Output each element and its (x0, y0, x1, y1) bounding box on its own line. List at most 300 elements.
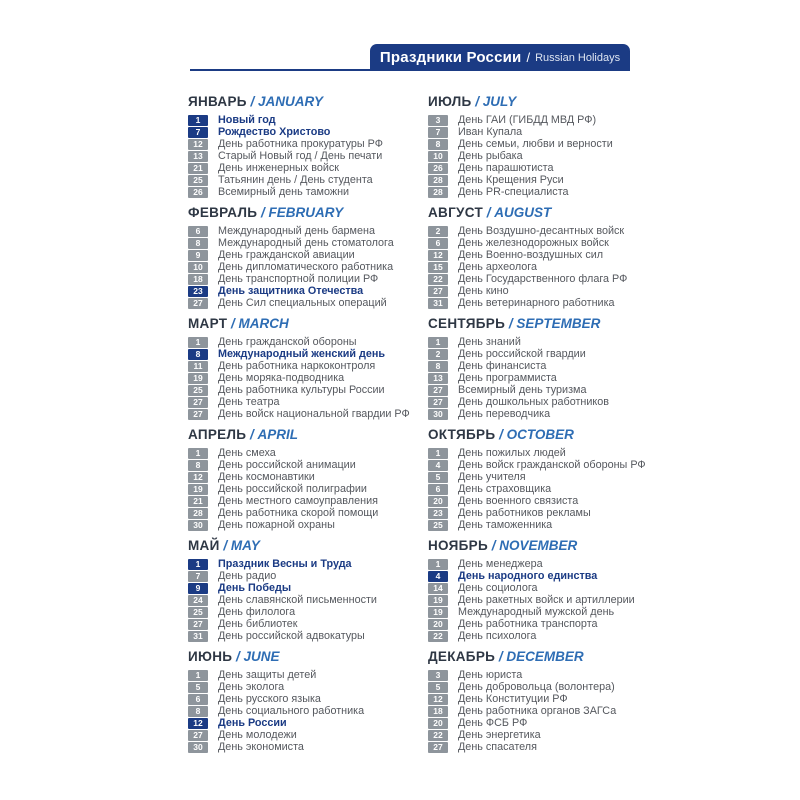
holiday-row (188, 237, 428, 249)
holiday-title: Рождество Христово (218, 126, 331, 138)
holiday-row (188, 114, 428, 126)
day-badge: 20 (428, 718, 448, 729)
holiday-title: День работника транспорта (458, 618, 598, 630)
month-section-january (188, 95, 428, 198)
month-name-en: / APRIL (246, 427, 299, 442)
month-heading (428, 95, 668, 109)
holiday-row (428, 249, 668, 261)
month-section-september (428, 317, 668, 420)
holiday-row (188, 408, 428, 420)
day-badge: 30 (188, 742, 208, 753)
day-badge: 8 (428, 139, 448, 150)
holiday-row (188, 558, 428, 570)
day-badge: 12 (188, 718, 208, 729)
month-heading (188, 539, 428, 553)
holiday-row (188, 396, 428, 408)
month-name-ru: МАРТ (188, 316, 228, 331)
day-badge: 25 (188, 175, 208, 186)
month-heading (188, 428, 428, 442)
holiday-row (428, 174, 668, 186)
holiday-row (188, 570, 428, 582)
holiday-title: День финансиста (458, 360, 547, 372)
holiday-title: День российской адвокатуры (218, 630, 365, 642)
holiday-title: День работника наркоконтроля (218, 360, 376, 372)
holiday-row (428, 618, 668, 630)
holiday-row (188, 336, 428, 348)
holiday-title: День рыбака (458, 150, 523, 162)
day-badge: 27 (188, 298, 208, 309)
day-badge: 1 (428, 559, 448, 570)
holiday-title: День учителя (458, 471, 526, 483)
holiday-row (188, 669, 428, 681)
holiday-title: День гражданской авиации (218, 249, 355, 261)
holiday-row (188, 225, 428, 237)
month-name-ru: СЕНТЯБРЬ (428, 316, 506, 331)
holiday-row (188, 384, 428, 396)
holiday-row (428, 285, 668, 297)
month-name-ru: ЯНВАРЬ (188, 94, 247, 109)
holiday-title: День переводчика (458, 408, 551, 420)
month-name-en: / SEPTEMBER (505, 316, 601, 331)
holiday-title: Международный мужской день (458, 606, 615, 618)
month-section-april (188, 428, 428, 531)
day-badge: 12 (428, 250, 448, 261)
day-badge: 31 (428, 298, 448, 309)
holiday-title: День знаний (458, 336, 521, 348)
holiday-row (188, 138, 428, 150)
month-heading (428, 206, 668, 220)
day-badge: 22 (428, 631, 448, 642)
holiday-row (428, 570, 668, 582)
holiday-row (188, 360, 428, 372)
holiday-title: День смеха (218, 447, 276, 459)
day-badge: 19 (428, 595, 448, 606)
day-badge: 2 (428, 226, 448, 237)
day-badge: 11 (188, 361, 208, 372)
month-name-en: / FEBRUARY (257, 205, 344, 220)
holiday-row (428, 447, 668, 459)
holiday-title: День библиотек (218, 618, 298, 630)
month-section-december (428, 650, 668, 753)
day-badge: 4 (428, 460, 448, 471)
day-badge: 21 (188, 163, 208, 174)
day-badge: 25 (188, 385, 208, 396)
holiday-row (428, 729, 668, 741)
month-heading (188, 206, 428, 220)
holiday-title: День радио (218, 570, 277, 582)
holiday-title: День молодежи (218, 729, 297, 741)
holiday-row (428, 582, 668, 594)
day-badge: 5 (428, 472, 448, 483)
month-name-ru: ОКТЯБРЬ (428, 427, 496, 442)
holiday-title: День ракетных войск и артиллерии (458, 594, 635, 606)
day-badge: 1 (188, 559, 208, 570)
day-badge: 8 (188, 349, 208, 360)
holiday-row (428, 261, 668, 273)
page-title-en: Russian Holidays (535, 51, 621, 64)
month-section-march (188, 317, 428, 420)
holiday-title: День программиста (458, 372, 557, 384)
holiday-title: День PR-специалиста (458, 186, 569, 198)
day-badge: 19 (188, 373, 208, 384)
holiday-title: День России (218, 717, 287, 729)
holiday-row (428, 519, 668, 531)
holiday-title: День археолога (458, 261, 537, 273)
holiday-row (188, 150, 428, 162)
holiday-row (188, 693, 428, 705)
day-badge: 26 (188, 187, 208, 198)
holiday-title: День социального работника (218, 705, 365, 717)
holiday-row (428, 297, 668, 309)
month-heading (428, 428, 668, 442)
day-badge: 9 (188, 583, 208, 594)
day-badge: 8 (188, 460, 208, 471)
day-badge: 7 (428, 127, 448, 138)
holiday-row (428, 495, 668, 507)
column-right (428, 95, 668, 761)
holiday-title: День славянской письменности (218, 594, 377, 606)
holiday-row (188, 174, 428, 186)
day-badge: 27 (428, 397, 448, 408)
holiday-title: День энергетика (458, 729, 541, 741)
month-section-august (428, 206, 668, 309)
month-name-ru: АПРЕЛЬ (188, 427, 247, 442)
holiday-row (188, 285, 428, 297)
day-badge: 10 (428, 151, 448, 162)
holiday-row (428, 594, 668, 606)
holiday-title: Старый Новый год / День печати (218, 150, 383, 162)
day-badge: 12 (428, 694, 448, 705)
holiday-title: День ФСБ РФ (458, 717, 528, 729)
holiday-title: День менеджера (458, 558, 543, 570)
day-badge: 22 (428, 730, 448, 741)
day-badge: 26 (428, 163, 448, 174)
month-section-february (188, 206, 428, 309)
holiday-row (428, 273, 668, 285)
month-name-ru: АВГУСТ (428, 205, 484, 220)
holiday-row (428, 336, 668, 348)
holiday-title: День филолога (218, 606, 296, 618)
holiday-title: День экономиста (218, 741, 304, 753)
day-badge: 9 (188, 250, 208, 261)
day-badge: 12 (188, 472, 208, 483)
holiday-title: Международный женский день (218, 348, 386, 360)
day-badge: 3 (428, 115, 448, 126)
day-badge: 19 (428, 607, 448, 618)
holiday-title: День Воздушно-десантных войск (458, 225, 625, 237)
page-title-banner (370, 44, 630, 71)
holiday-title: День работника культуры России (218, 384, 385, 396)
holiday-row (188, 372, 428, 384)
holiday-row (428, 162, 668, 174)
holiday-row (428, 693, 668, 705)
day-badge: 30 (188, 520, 208, 531)
holiday-row (188, 249, 428, 261)
holiday-title: Новый год (218, 114, 276, 126)
month-name-en: / MAY (219, 538, 260, 553)
holiday-title: День работника органов ЗАГСа (458, 705, 617, 717)
holiday-title: День работника скорой помощи (218, 507, 379, 519)
day-badge: 8 (188, 238, 208, 249)
day-badge: 27 (428, 286, 448, 297)
day-badge: 6 (428, 238, 448, 249)
holiday-title: День моряка-подводника (218, 372, 345, 384)
month-name-ru: ИЮЛЬ (428, 94, 472, 109)
day-badge: 21 (188, 496, 208, 507)
holiday-row (188, 630, 428, 642)
day-badge: 12 (188, 139, 208, 150)
month-heading (428, 317, 668, 331)
holiday-title: Международный день бармена (218, 225, 375, 237)
day-badge: 20 (428, 496, 448, 507)
holiday-row (188, 348, 428, 360)
holiday-row (428, 483, 668, 495)
holiday-title: День парашютиста (458, 162, 554, 174)
day-badge: 25 (428, 520, 448, 531)
day-badge: 23 (188, 286, 208, 297)
day-badge: 28 (188, 508, 208, 519)
holiday-row (428, 681, 668, 693)
holiday-row (428, 237, 668, 249)
holiday-row (428, 114, 668, 126)
holiday-row (428, 606, 668, 618)
holiday-row (188, 594, 428, 606)
calendar-content (188, 95, 668, 761)
holiday-row (188, 459, 428, 471)
holiday-title: День Конституции РФ (458, 693, 568, 705)
holiday-row (188, 741, 428, 753)
holiday-title: День Государственного флага РФ (458, 273, 628, 285)
day-badge: 6 (428, 484, 448, 495)
day-badge: 2 (428, 349, 448, 360)
holiday-row (428, 138, 668, 150)
holiday-title: День железнодорожных войск (458, 237, 609, 249)
day-badge: 7 (188, 127, 208, 138)
page-title-slash: / (526, 50, 531, 65)
holiday-row (428, 384, 668, 396)
holiday-title: День защиты детей (218, 669, 317, 681)
column-left (188, 95, 428, 761)
day-badge: 27 (428, 385, 448, 396)
holiday-title: Международный день стоматолога (218, 237, 394, 249)
day-badge: 27 (188, 409, 208, 420)
day-badge: 7 (188, 571, 208, 582)
holiday-title: День военного связиста (458, 495, 579, 507)
holiday-title: День дипломатического работника (218, 261, 394, 273)
day-badge: 31 (188, 631, 208, 642)
month-heading (188, 95, 428, 109)
holiday-title: Всемирный день туризма (458, 384, 587, 396)
day-badge: 5 (428, 682, 448, 693)
holiday-row (428, 348, 668, 360)
holiday-row (428, 717, 668, 729)
holiday-row (428, 186, 668, 198)
page-title-ru: Праздники России (379, 49, 522, 66)
day-badge: 28 (428, 187, 448, 198)
holiday-row (428, 741, 668, 753)
holiday-title: День кино (458, 285, 509, 297)
holiday-title: День Военно-воздушных сил (458, 249, 604, 261)
holiday-row (188, 705, 428, 717)
day-badge: 13 (428, 373, 448, 384)
day-badge: 1 (188, 115, 208, 126)
day-badge: 23 (428, 508, 448, 519)
holiday-title: День защитника Отечества (218, 285, 364, 297)
holiday-title: Татьянин день / День студента (218, 174, 373, 186)
holiday-title: День семьи, любви и верности (458, 138, 613, 150)
month-name-en: / NOVEMBER (488, 538, 578, 553)
holiday-row (188, 126, 428, 138)
holiday-title: Иван Купала (458, 126, 523, 138)
month-section-june (188, 650, 428, 753)
day-badge: 19 (188, 484, 208, 495)
day-badge: 8 (188, 706, 208, 717)
month-name-ru: НОЯБРЬ (428, 538, 488, 553)
holiday-title: День пожарной охраны (218, 519, 335, 531)
holiday-row (188, 582, 428, 594)
holiday-title: День российской гвардии (458, 348, 586, 360)
holiday-row (188, 519, 428, 531)
holiday-row (188, 162, 428, 174)
holiday-title: День русского языка (218, 693, 321, 705)
day-badge: 10 (188, 262, 208, 273)
holiday-title: День войск национальной гвардии РФ (218, 408, 410, 420)
day-badge: 28 (428, 175, 448, 186)
day-badge: 8 (428, 361, 448, 372)
holiday-row (188, 447, 428, 459)
holiday-row (188, 681, 428, 693)
day-badge: 15 (428, 262, 448, 273)
day-badge: 18 (188, 274, 208, 285)
holiday-title: День юриста (458, 669, 523, 681)
holiday-title: День космонавтики (218, 471, 315, 483)
holiday-title: День спасателя (458, 741, 537, 753)
month-heading (428, 650, 668, 664)
holiday-row (428, 459, 668, 471)
holiday-title: День ветеринарного работника (458, 297, 615, 309)
holiday-title: День психолога (458, 630, 537, 642)
holiday-title: День работников рекламы (458, 507, 591, 519)
day-badge: 4 (428, 571, 448, 582)
month-name-ru: МАЙ (188, 538, 220, 553)
holiday-row (428, 372, 668, 384)
day-badge: 1 (428, 448, 448, 459)
day-badge: 20 (428, 619, 448, 630)
holiday-row (188, 261, 428, 273)
month-name-ru: ФЕВРАЛЬ (188, 205, 258, 220)
holiday-row (428, 558, 668, 570)
month-name-ru: ДЕКАБРЬ (428, 649, 496, 664)
month-section-july (428, 95, 668, 198)
month-name-en: / JUNE (232, 649, 280, 664)
day-badge: 27 (188, 397, 208, 408)
day-badge: 27 (188, 619, 208, 630)
holiday-title: День дошкольных работников (458, 396, 610, 408)
holiday-row (188, 186, 428, 198)
holiday-row (188, 606, 428, 618)
holiday-title: День добровольца (волонтера) (458, 681, 615, 693)
month-name-en: / JANUARY (246, 94, 324, 109)
holiday-title: День социолога (458, 582, 538, 594)
day-badge: 25 (188, 607, 208, 618)
day-badge: 18 (428, 706, 448, 717)
holiday-title: День Сил специальных операций (218, 297, 387, 309)
holiday-title: День ГАИ (ГИБДД МВД РФ) (458, 114, 597, 126)
holiday-title: День гражданской обороны (218, 336, 357, 348)
holiday-title: День таможенника (458, 519, 553, 531)
holiday-row (188, 495, 428, 507)
day-badge: 3 (428, 670, 448, 681)
holiday-title: День Крещения Руси (458, 174, 564, 186)
holiday-row (188, 729, 428, 741)
holiday-title: День страховщика (458, 483, 552, 495)
holiday-title: Праздник Весны и Труда (218, 558, 352, 570)
day-badge: 6 (188, 226, 208, 237)
holiday-row (188, 717, 428, 729)
month-name-en: / MARCH (227, 316, 289, 331)
holiday-row (428, 705, 668, 717)
month-section-november (428, 539, 668, 642)
day-badge: 1 (188, 670, 208, 681)
month-name-en: / AUGUST (483, 205, 552, 220)
holiday-title: День народного единства (458, 570, 598, 582)
holiday-row (188, 483, 428, 495)
holiday-title: День эколога (218, 681, 285, 693)
month-name-en: / DECEMBER (495, 649, 584, 664)
holiday-row (428, 360, 668, 372)
month-section-may (188, 539, 428, 642)
holiday-title: День российской анимации (218, 459, 356, 471)
holiday-row (428, 396, 668, 408)
month-section-october (428, 428, 668, 531)
day-badge: 1 (428, 337, 448, 348)
month-heading (188, 650, 428, 664)
holiday-row (428, 471, 668, 483)
holiday-row (188, 273, 428, 285)
month-heading (428, 539, 668, 553)
holiday-row (188, 507, 428, 519)
day-badge: 24 (188, 595, 208, 606)
month-name-en: / OCTOBER (495, 427, 574, 442)
holiday-row (428, 126, 668, 138)
month-name-en: / JULY (471, 94, 517, 109)
day-badge: 1 (188, 448, 208, 459)
holiday-title: День театра (218, 396, 280, 408)
holiday-title: День пожилых людей (458, 447, 566, 459)
month-name-ru: ИЮНЬ (188, 649, 233, 664)
day-badge: 22 (428, 274, 448, 285)
holiday-row (188, 297, 428, 309)
holiday-row (428, 630, 668, 642)
holiday-row (188, 618, 428, 630)
day-badge: 5 (188, 682, 208, 693)
holiday-title: День российской полиграфии (218, 483, 367, 495)
holiday-title: День Победы (218, 582, 292, 594)
day-badge: 13 (188, 151, 208, 162)
holiday-title: День инженерных войск (218, 162, 339, 174)
holiday-row (428, 150, 668, 162)
day-badge: 27 (188, 730, 208, 741)
holiday-row (428, 507, 668, 519)
day-badge: 1 (188, 337, 208, 348)
holiday-row (428, 225, 668, 237)
holiday-row (428, 408, 668, 420)
holiday-title: День работника прокуратуры РФ (218, 138, 383, 150)
day-badge: 14 (428, 583, 448, 594)
holiday-title: День местного самоуправления (218, 495, 378, 507)
holiday-title: День войск гражданской обороны РФ (458, 459, 646, 471)
holiday-title: Всемирный день таможни (218, 186, 350, 198)
